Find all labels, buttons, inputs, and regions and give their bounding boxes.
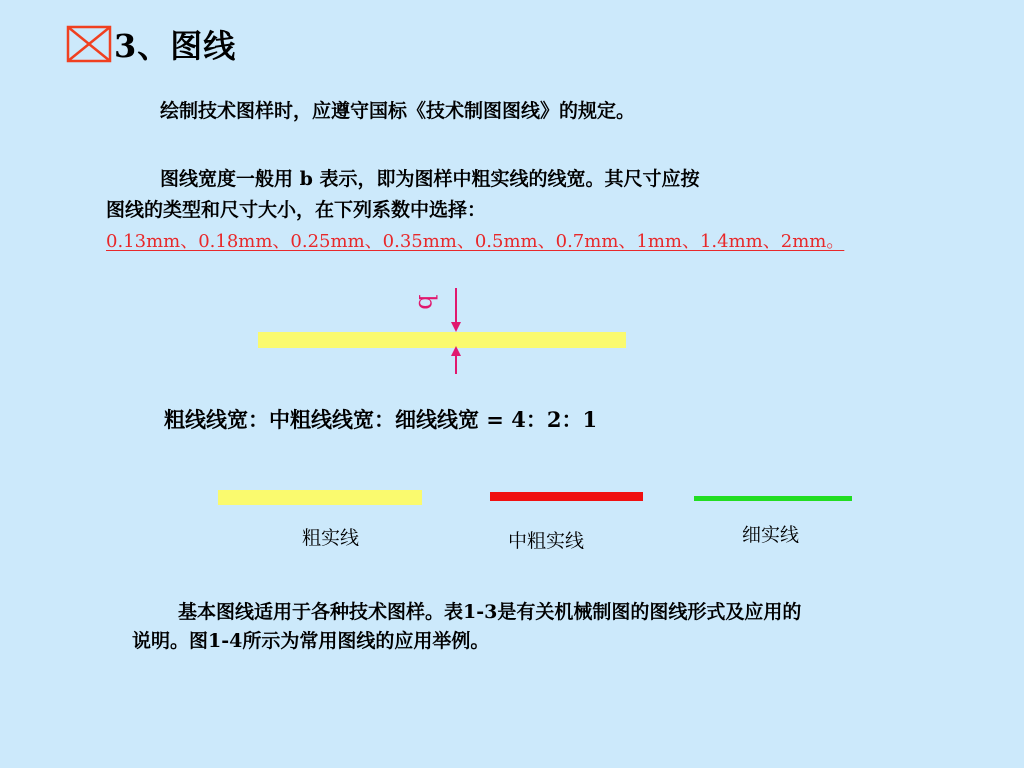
usage-paragraph-line-1: 基本图线适用于各种技术图样。表1-3是有关机械制图的图线形式及应用的 xyxy=(178,601,802,623)
medium-solid-line-sample xyxy=(490,492,643,501)
width-paragraph-line-2: 图线的类型和尺寸大小，在下列系数中选择： xyxy=(106,199,487,221)
medium-solid-line-caption: 中粗实线 xyxy=(508,530,585,552)
width-series-values: 0.13mm、0.18mm、0.25mm、0.35mm、0.5mm、0.7mm、1mm、1.4mm、2mm。 xyxy=(106,231,845,252)
width-paragraph-line-1: 图线宽度一般用 b 表示，即为图样中粗实线的线宽。其尺寸应按 xyxy=(160,168,700,190)
thick-solid-line-sample xyxy=(218,490,422,505)
thin-solid-line-caption: 细实线 xyxy=(742,524,800,546)
intro-paragraph: 绘制技术图样时，应遵守国标《技术制图图线》的规定。 xyxy=(160,100,636,122)
usage-paragraph-line-2: 说明。图1-4所示为常用图线的应用举例。 xyxy=(132,630,490,652)
title-text: 3、图线 xyxy=(114,27,237,65)
slide-title xyxy=(66,20,236,68)
line-width-ratio: 粗线线宽：中粗线线宽：细线线宽 = 4：2：1 xyxy=(164,407,598,432)
thick-solid-line-caption: 粗实线 xyxy=(302,527,360,549)
width-b-label: b xyxy=(413,294,441,310)
width-arrows-icon xyxy=(440,284,474,378)
thin-solid-line-sample xyxy=(694,496,852,501)
envelope-x-icon xyxy=(66,25,112,63)
